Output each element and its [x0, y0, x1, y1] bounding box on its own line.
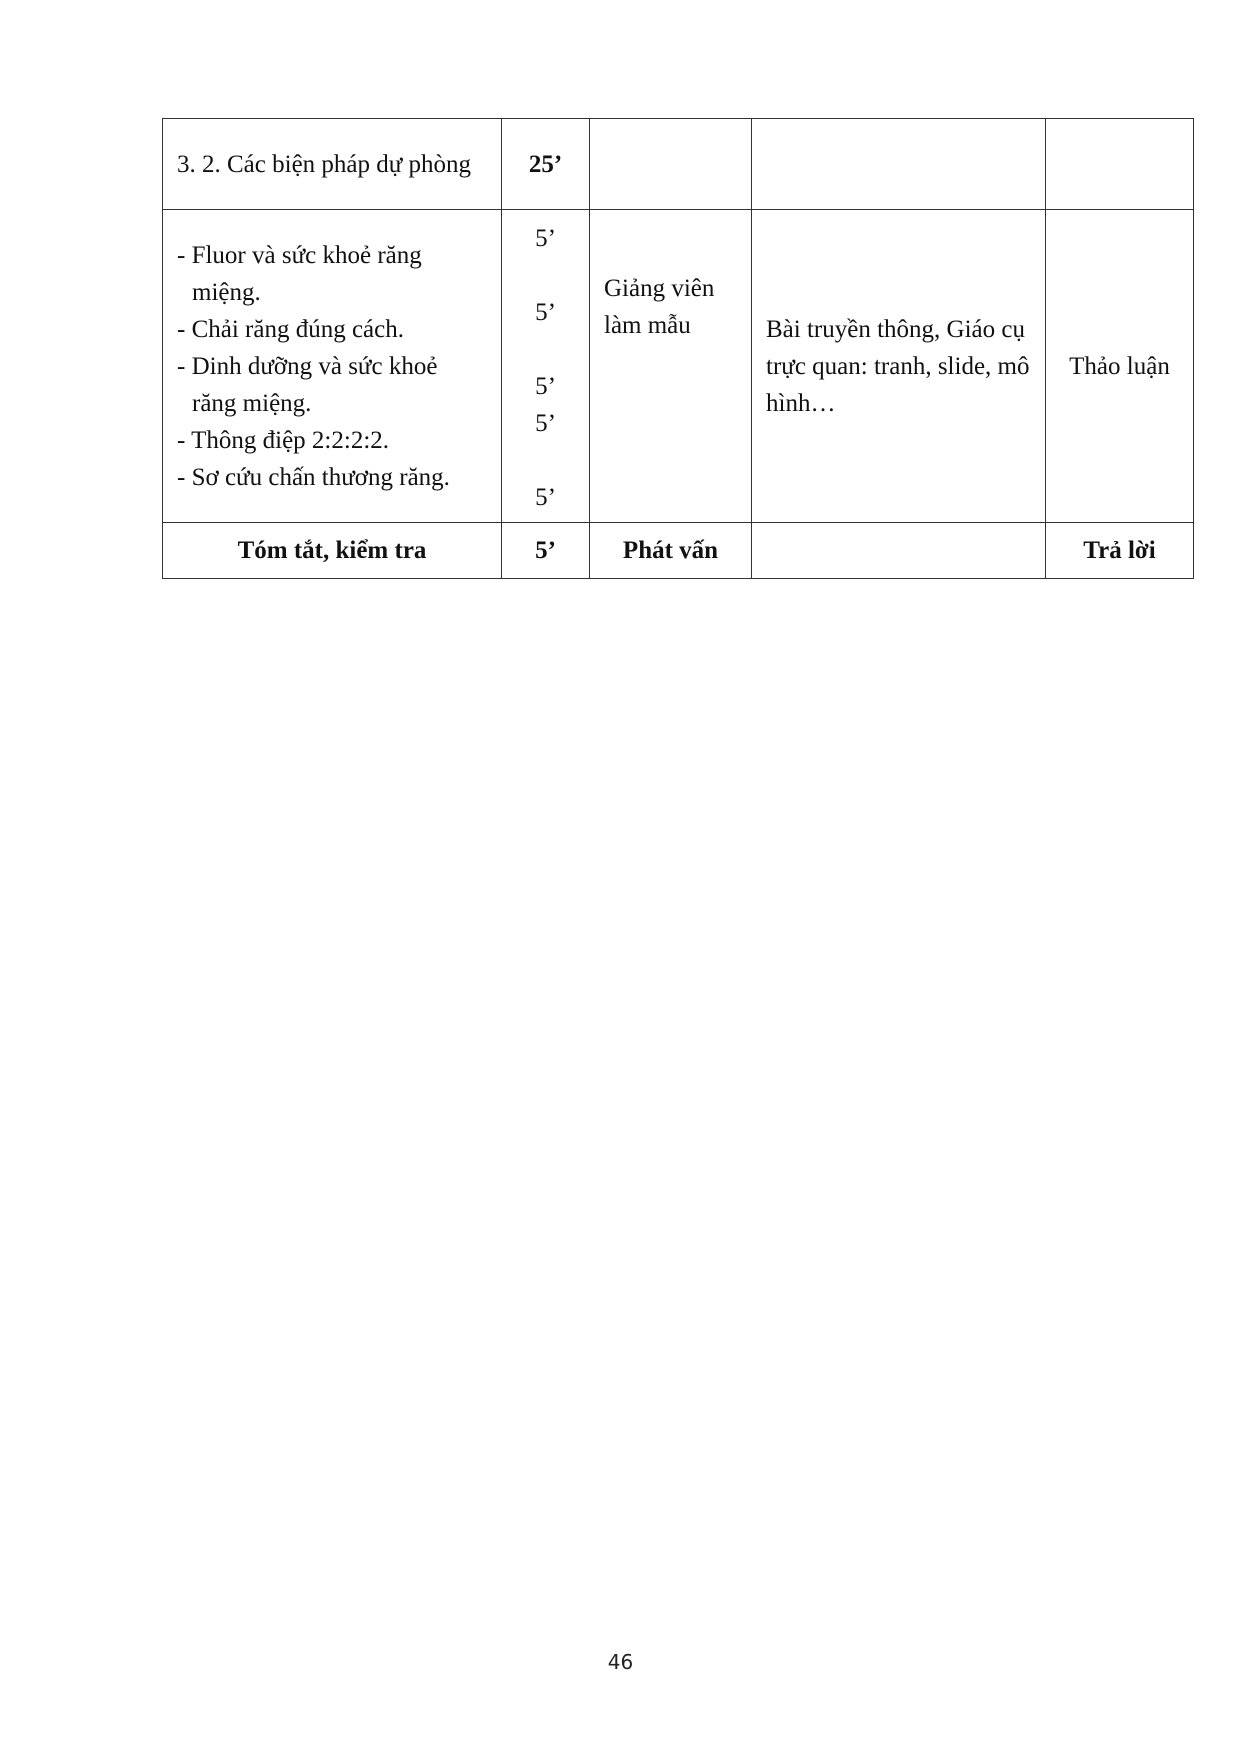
section-heading: 3. 2. Các biện pháp dự phòng	[177, 150, 472, 178]
method-cell	[590, 210, 752, 523]
list-item: - Chải răng đúng cách.	[177, 315, 405, 343]
topic-list	[163, 237, 487, 496]
summary-method: Phát vấn	[622, 537, 719, 564]
content-cell	[163, 119, 502, 210]
student-activity-text: Thảo luận	[1069, 352, 1170, 380]
list-item: - Fluor và sức khoẻ răng miệng.	[177, 241, 422, 306]
summary-student-activity: Trả lời	[1083, 537, 1156, 564]
section-time: 25’	[528, 150, 563, 178]
student-activity-cell	[1046, 210, 1194, 523]
lesson-plan-table	[162, 118, 1194, 579]
materials-cell	[752, 119, 1046, 210]
list-item: - Sơ cứu chấn thương răng.	[177, 463, 450, 491]
list-item: - Dinh dưỡng và sức khoẻ răng miệng.	[177, 352, 438, 417]
page-number: 46	[607, 1650, 634, 1674]
materials-cell	[752, 210, 1046, 523]
content-cell	[163, 210, 502, 523]
student-activity-cell	[1046, 119, 1194, 210]
item-time: 5’	[535, 484, 556, 511]
item-time: 5’	[535, 299, 556, 326]
table-row	[163, 210, 1194, 523]
item-time: 5’	[535, 373, 556, 400]
item-time: 5’	[535, 410, 556, 437]
time-cell	[502, 210, 590, 523]
list-item: - Thông điệp 2:2:2:2.	[177, 426, 390, 454]
materials-text: Bài truyền thông, Giáo cụ trực quan: tranh, slide, mô hình…	[766, 315, 1030, 417]
materials-cell	[752, 523, 1046, 579]
method-cell	[590, 119, 752, 210]
table-row	[163, 119, 1194, 210]
table-row	[163, 523, 1194, 579]
item-time: 5’	[535, 225, 556, 252]
summary-label: Tóm tắt, kiểm tra	[237, 537, 427, 564]
summary-time: 5’	[535, 537, 556, 564]
time-list	[502, 210, 589, 522]
time-cell	[502, 119, 590, 210]
method-text: Giảng viên làm mẫu	[604, 275, 715, 339]
time-cell	[502, 523, 590, 579]
content-cell	[163, 523, 502, 579]
method-cell	[590, 523, 752, 579]
student-activity-cell	[1046, 523, 1194, 579]
